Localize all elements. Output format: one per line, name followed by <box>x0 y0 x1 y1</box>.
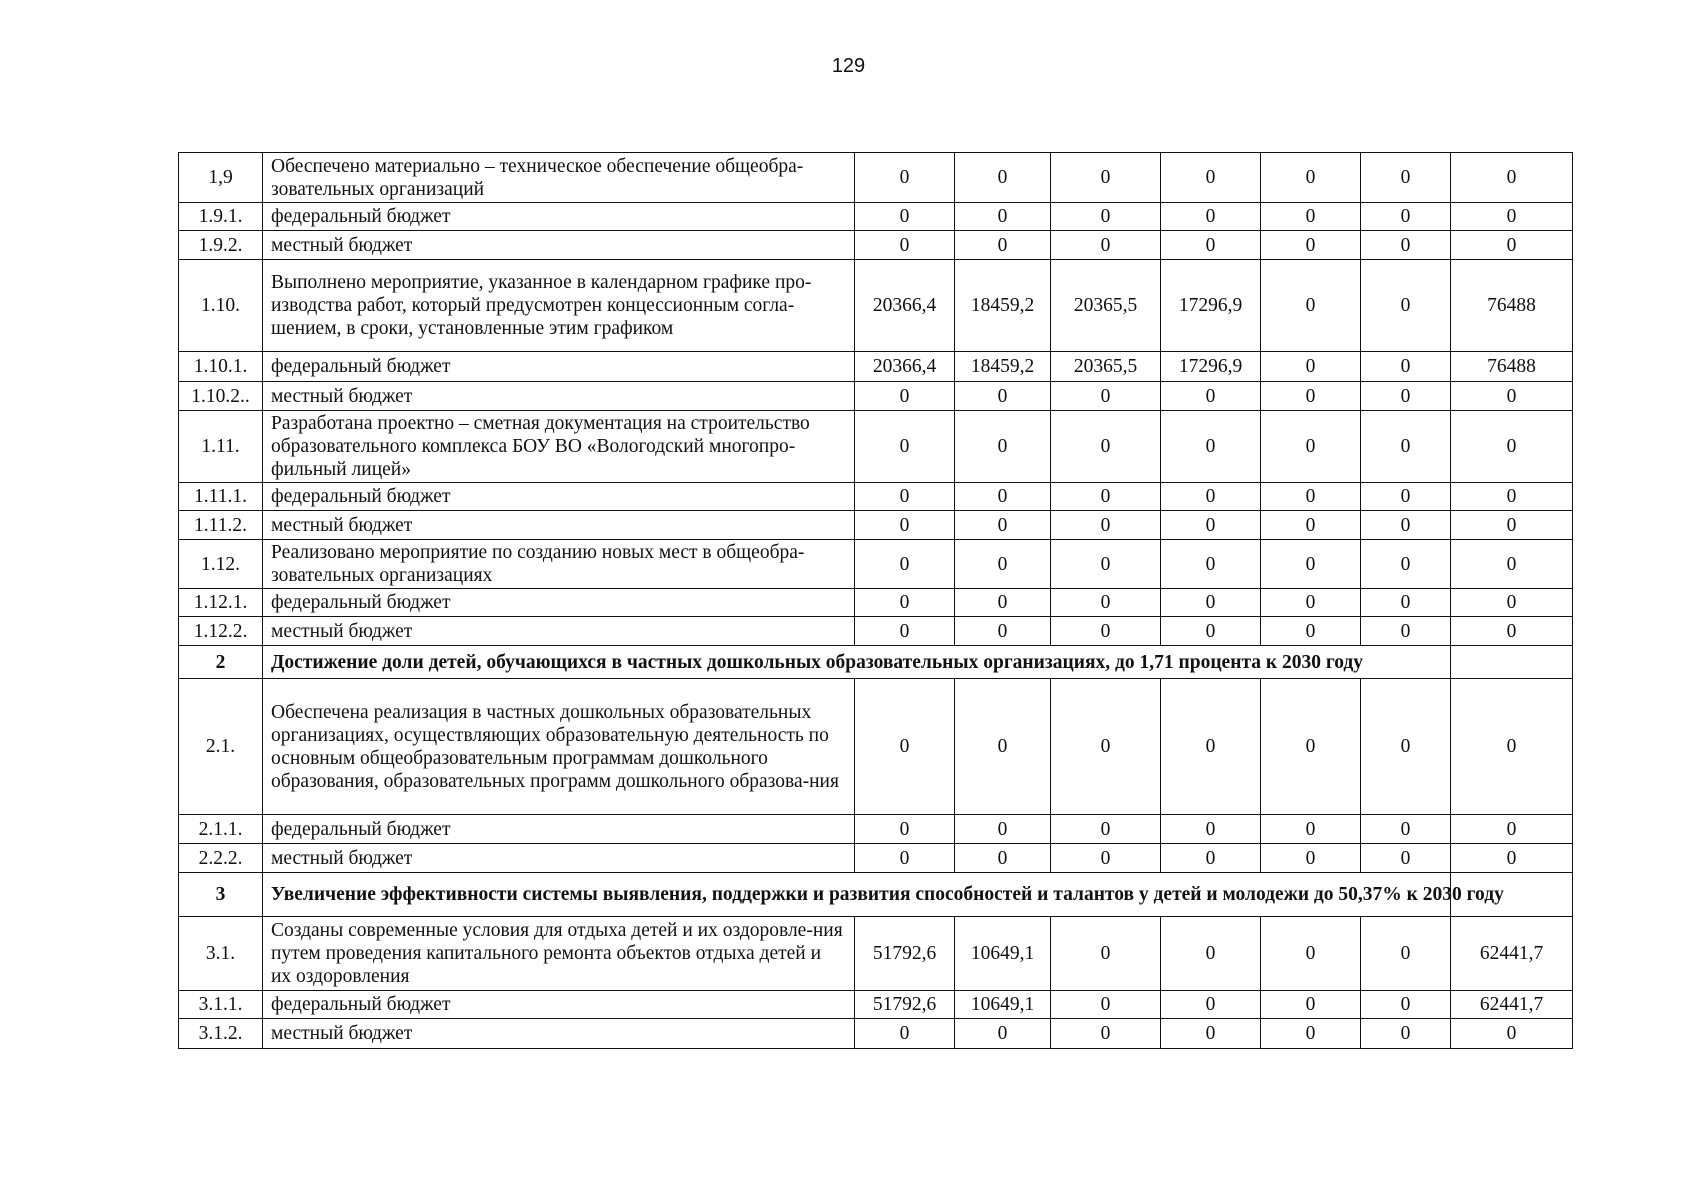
row-code: 2.2.2. <box>179 844 263 873</box>
value-cell: 20366,4 <box>855 260 955 352</box>
row-code: 1.11.2. <box>179 511 263 540</box>
budget-source-label: федеральный бюджет <box>263 589 855 617</box>
value-cell: 0 <box>1361 844 1451 873</box>
value-cell: 62441,7 <box>1451 991 1573 1019</box>
budget-source-label: федеральный бюджет <box>263 991 855 1019</box>
value-cell: 0 <box>1261 153 1361 203</box>
section-row <box>179 646 1573 679</box>
value-cell: 0 <box>1361 153 1451 203</box>
activity-row <box>179 153 1573 203</box>
budget-source-label: федеральный бюджет <box>263 483 855 511</box>
value-cell: 0 <box>1051 511 1161 540</box>
value-cell: 0 <box>1361 352 1451 382</box>
row-code: 1.11. <box>179 411 263 483</box>
value-cell: 0 <box>1051 589 1161 617</box>
value-cell: 0 <box>1261 991 1361 1019</box>
activity-description: Обеспечена реализация в частных дошкольных образовательных организациях, осуществляющих образовательную деятельность по основным общеобразовательным программам дошкольного образования, образовательных программ дошкольного образова-ния <box>263 679 855 815</box>
value-cell: 0 <box>1261 231 1361 260</box>
value-cell: 0 <box>1261 352 1361 382</box>
activity-row <box>179 260 1573 352</box>
activity-description: Созданы современные условия для отдыха детей и их оздоровле-ния путем проведения капитального ремонта объектов отдыха детей и их оздоровления <box>263 917 855 991</box>
row-code: 1.10.2.. <box>179 382 263 411</box>
budget-source-label: местный бюджет <box>263 231 855 260</box>
value-cell: 0 <box>955 617 1051 646</box>
value-cell: 0 <box>1051 411 1161 483</box>
activity-description: Обеспечено материально – техническое обеспечение общеобра-зовательных организаций <box>263 153 855 203</box>
value-cell: 0 <box>1161 991 1261 1019</box>
value-cell: 0 <box>1051 917 1161 991</box>
activity-row <box>179 679 1573 815</box>
value-cell: 0 <box>1361 1019 1451 1049</box>
value-cell: 18459,2 <box>955 260 1051 352</box>
budget-source-row <box>179 511 1573 540</box>
value-cell: 0 <box>1261 203 1361 231</box>
value-cell: 0 <box>1261 679 1361 815</box>
value-cell: 0 <box>855 203 955 231</box>
value-cell: 0 <box>1451 589 1573 617</box>
table-body <box>179 153 1573 1049</box>
value-cell: 0 <box>1261 815 1361 844</box>
value-cell: 0 <box>1361 815 1451 844</box>
value-cell: 62441,7 <box>1451 917 1573 991</box>
row-code: 1.12. <box>179 540 263 589</box>
budget-source-row <box>179 382 1573 411</box>
row-code: 2.1.1. <box>179 815 263 844</box>
budget-source-label: федеральный бюджет <box>263 815 855 844</box>
value-cell: 0 <box>1361 382 1451 411</box>
value-cell: 76488 <box>1451 260 1573 352</box>
budget-source-label: местный бюджет <box>263 617 855 646</box>
value-cell: 0 <box>1051 540 1161 589</box>
page-number: 129 <box>831 55 866 77</box>
value-cell: 51792,6 <box>855 991 955 1019</box>
value-cell: 0 <box>1261 917 1361 991</box>
value-cell: 0 <box>1261 511 1361 540</box>
budget-source-label: местный бюджет <box>263 844 855 873</box>
activity-description: Выполнено мероприятие, указанное в календарном графике про-изводства работ, который предусмотрен концессионным согла-шением, в сроки, установленные этим графиком <box>263 260 855 352</box>
budget-source-row <box>179 815 1573 844</box>
value-cell: 0 <box>1261 617 1361 646</box>
value-cell: 0 <box>955 815 1051 844</box>
value-cell: 0 <box>955 511 1051 540</box>
value-cell: 0 <box>1051 991 1161 1019</box>
budget-source-row <box>179 844 1573 873</box>
budget-source-row <box>179 589 1573 617</box>
value-cell: 0 <box>1361 617 1451 646</box>
value-cell: 0 <box>855 540 955 589</box>
value-cell: 0 <box>1051 231 1161 260</box>
value-cell: 0 <box>855 815 955 844</box>
value-cell: 0 <box>855 411 955 483</box>
value-cell: 0 <box>1451 231 1573 260</box>
value-cell: 0 <box>1051 483 1161 511</box>
value-cell: 0 <box>1361 679 1451 815</box>
empty-cell <box>1451 646 1573 679</box>
row-code: 1,9 <box>179 153 263 203</box>
activity-row <box>179 540 1573 589</box>
row-code: 1.10.1. <box>179 352 263 382</box>
value-cell: 0 <box>1051 617 1161 646</box>
value-cell: 0 <box>955 231 1051 260</box>
value-cell: 51792,6 <box>855 917 955 991</box>
value-cell: 0 <box>955 483 1051 511</box>
value-cell: 0 <box>955 589 1051 617</box>
value-cell: 0 <box>855 511 955 540</box>
value-cell: 0 <box>1161 411 1261 483</box>
value-cell: 0 <box>1361 589 1451 617</box>
value-cell: 0 <box>1261 382 1361 411</box>
activity-row <box>179 917 1573 991</box>
value-cell: 0 <box>1161 1019 1261 1049</box>
value-cell: 0 <box>955 679 1051 815</box>
value-cell: 0 <box>1161 617 1261 646</box>
value-cell: 0 <box>1161 382 1261 411</box>
budget-source-row <box>179 1019 1573 1049</box>
value-cell: 0 <box>1451 679 1573 815</box>
value-cell: 0 <box>1051 1019 1161 1049</box>
budget-source-row <box>179 483 1573 511</box>
row-code: 1.12.1. <box>179 589 263 617</box>
value-cell: 0 <box>1051 679 1161 815</box>
value-cell: 0 <box>1361 260 1451 352</box>
budget-source-row <box>179 352 1573 382</box>
value-cell: 0 <box>1361 411 1451 483</box>
budget-source-row <box>179 991 1573 1019</box>
value-cell: 0 <box>1261 1019 1361 1049</box>
value-cell: 0 <box>1361 540 1451 589</box>
row-code: 2 <box>179 646 263 679</box>
value-cell: 0 <box>1451 815 1573 844</box>
value-cell: 0 <box>1161 203 1261 231</box>
budget-source-row <box>179 231 1573 260</box>
value-cell: 0 <box>855 679 955 815</box>
value-cell: 0 <box>955 153 1051 203</box>
value-cell: 17296,9 <box>1161 260 1261 352</box>
value-cell: 0 <box>1161 540 1261 589</box>
value-cell: 0 <box>1451 1019 1573 1049</box>
value-cell: 0 <box>1051 815 1161 844</box>
value-cell: 10649,1 <box>955 917 1051 991</box>
value-cell: 0 <box>1051 203 1161 231</box>
value-cell: 0 <box>1451 382 1573 411</box>
value-cell: 0 <box>1161 815 1261 844</box>
row-code: 3 <box>179 873 263 917</box>
activity-description: Разработана проектно – сметная документация на строительство образовательного комплекса БОУ ВО «Вологодский многопро-фильный лицей» <box>263 411 855 483</box>
value-cell: 0 <box>855 153 955 203</box>
value-cell: 0 <box>1361 231 1451 260</box>
value-cell: 0 <box>1261 411 1361 483</box>
value-cell: 0 <box>1361 511 1451 540</box>
value-cell: 20366,4 <box>855 352 955 382</box>
value-cell: 0 <box>1261 260 1361 352</box>
value-cell: 0 <box>1161 917 1261 991</box>
value-cell: 0 <box>1451 511 1573 540</box>
budget-source-label: федеральный бюджет <box>263 203 855 231</box>
value-cell: 0 <box>855 483 955 511</box>
budget-source-label: местный бюджет <box>263 382 855 411</box>
section-row <box>179 873 1573 917</box>
value-cell: 0 <box>1161 153 1261 203</box>
activity-row <box>179 411 1573 483</box>
value-cell: 0 <box>1161 511 1261 540</box>
row-code: 1.10. <box>179 260 263 352</box>
value-cell: 0 <box>855 382 955 411</box>
row-code: 3.1.2. <box>179 1019 263 1049</box>
value-cell: 0 <box>1261 540 1361 589</box>
row-code: 1.9.1. <box>179 203 263 231</box>
value-cell: 0 <box>1161 589 1261 617</box>
value-cell: 0 <box>955 203 1051 231</box>
value-cell: 0 <box>1451 203 1573 231</box>
row-code: 1.9.2. <box>179 231 263 260</box>
value-cell: 0 <box>1451 411 1573 483</box>
value-cell: 0 <box>1161 844 1261 873</box>
budget-source-row <box>179 617 1573 646</box>
value-cell: 0 <box>855 1019 955 1049</box>
row-code: 2.1. <box>179 679 263 815</box>
value-cell: 0 <box>1051 382 1161 411</box>
value-cell: 0 <box>1361 917 1451 991</box>
row-code: 3.1. <box>179 917 263 991</box>
value-cell: 0 <box>1161 679 1261 815</box>
section-title: Увеличение эффективности системы выявления, поддержки и развития способностей и талантов у детей и молодежи до 50,37% к 2030 году <box>263 873 1451 917</box>
activity-description: Реализовано мероприятие по созданию новых мест в общеобра-зовательных организациях <box>263 540 855 589</box>
value-cell: 0 <box>1161 483 1261 511</box>
value-cell: 0 <box>955 411 1051 483</box>
value-cell: 18459,2 <box>955 352 1051 382</box>
value-cell: 0 <box>1261 589 1361 617</box>
value-cell: 0 <box>855 844 955 873</box>
row-code: 3.1.1. <box>179 991 263 1019</box>
value-cell: 0 <box>1361 203 1451 231</box>
row-code: 1.11.1. <box>179 483 263 511</box>
value-cell: 0 <box>1161 231 1261 260</box>
value-cell: 0 <box>855 231 955 260</box>
value-cell: 0 <box>1051 153 1161 203</box>
value-cell: 0 <box>955 540 1051 589</box>
budget-source-label: местный бюджет <box>263 1019 855 1049</box>
value-cell: 0 <box>1261 844 1361 873</box>
value-cell: 0 <box>855 589 955 617</box>
value-cell: 0 <box>1361 483 1451 511</box>
value-cell: 17296,9 <box>1161 352 1261 382</box>
row-code: 1.12.2. <box>179 617 263 646</box>
value-cell: 0 <box>1261 483 1361 511</box>
value-cell: 0 <box>1051 844 1161 873</box>
value-cell: 0 <box>1451 617 1573 646</box>
budget-source-label: местный бюджет <box>263 511 855 540</box>
value-cell: 76488 <box>1451 352 1573 382</box>
value-cell: 0 <box>1451 540 1573 589</box>
value-cell: 20365,5 <box>1051 260 1161 352</box>
section-title: Достижение доли детей, обучающихся в частных дошкольных образовательных организациях, до 1,71 процента к 2030 году <box>263 646 1451 679</box>
value-cell: 0 <box>955 1019 1051 1049</box>
value-cell: 10649,1 <box>955 991 1051 1019</box>
budget-source-row <box>179 203 1573 231</box>
budget-source-label: федеральный бюджет <box>263 352 855 382</box>
value-cell: 0 <box>1451 153 1573 203</box>
value-cell: 0 <box>855 617 955 646</box>
budget-table <box>178 152 1573 1049</box>
value-cell: 20365,5 <box>1051 352 1161 382</box>
value-cell: 0 <box>1361 991 1451 1019</box>
value-cell: 0 <box>1451 844 1573 873</box>
value-cell: 0 <box>955 382 1051 411</box>
value-cell: 0 <box>1451 483 1573 511</box>
value-cell: 0 <box>955 844 1051 873</box>
